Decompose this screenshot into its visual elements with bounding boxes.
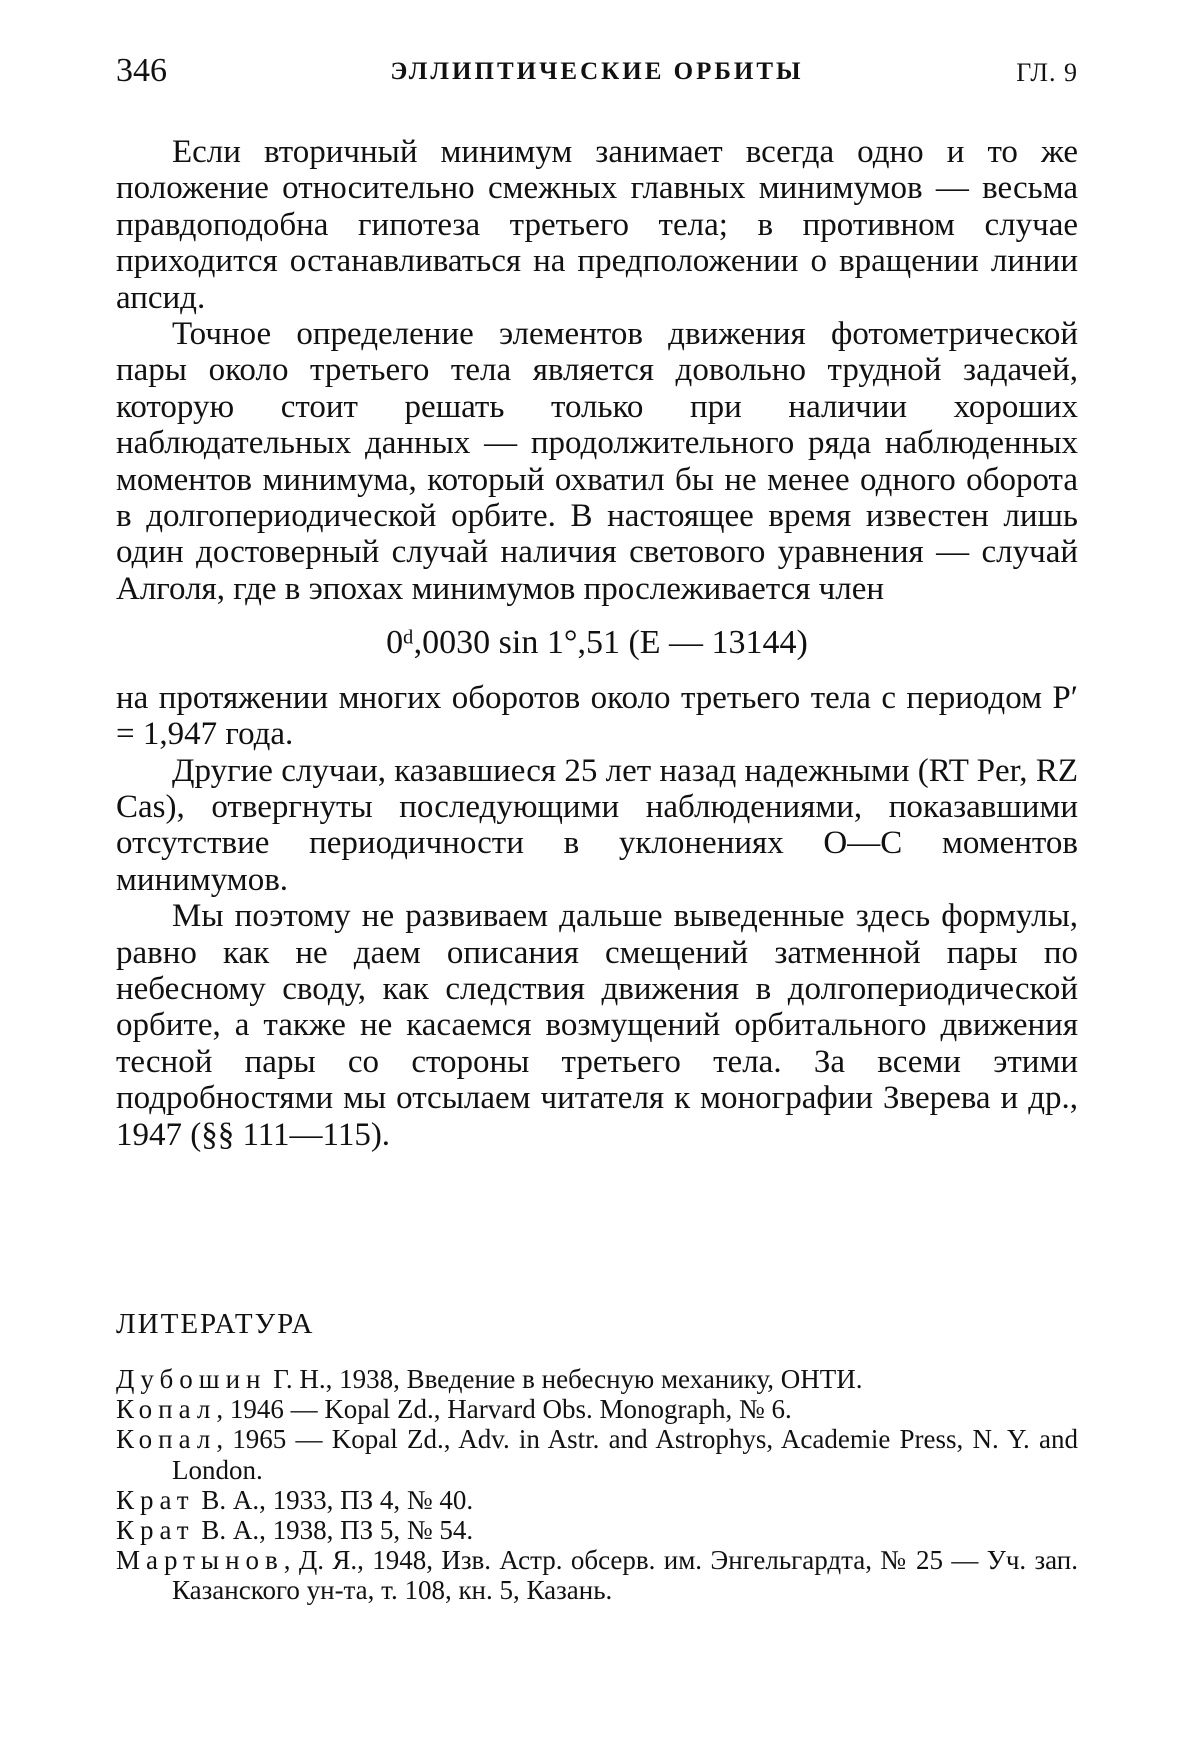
chapter-label: ГЛ. 9 bbox=[1016, 58, 1078, 87]
reference-item bbox=[116, 1545, 1078, 1605]
reference-item bbox=[116, 1515, 1078, 1545]
reference-details: Г. Н., 1938, Введение в небесную механику, ОНТИ. bbox=[266, 1364, 863, 1394]
reference-details: , Д. Я., 1948, Изв. Астр. обсерв. им. Энгельгардта, № 25 — Уч. зап. Казанского ун-та, т. 108, кн. 5, Казань. bbox=[172, 1545, 1078, 1606]
reference-author: Крат bbox=[116, 1484, 195, 1515]
paragraph: Если вторичный минимум занимает всегда одно и то же положение относительно смежных главных минимумов — весьма правдоподобна гипотеза третьего тела; в противном случае приходится останавливаться на предположении о вращении линии апсид. bbox=[116, 134, 1078, 316]
reference-details: , 1946 — Kopal Zd., Harvard Obs. Monograph, № 6. bbox=[216, 1394, 792, 1425]
literature-heading: ЛИТЕРАТУРА bbox=[116, 1308, 315, 1340]
reference-item bbox=[116, 1364, 1078, 1394]
page-number: 346 bbox=[116, 52, 167, 89]
formula: 0ᵈ,0030 sin 1°,51 (E — 13144) bbox=[386, 624, 808, 662]
paragraph: Другие случаи, казавшиеся 25 лет назад надежными (RT Per, RZ Cas), отвергнуты последующими наблюдениями, показавшими отсутствие периодичности в уклонениях O—C моментов минимумов. bbox=[116, 752, 1078, 898]
reference-author: Крат bbox=[116, 1515, 195, 1546]
running-head bbox=[116, 52, 1078, 96]
reference-list bbox=[116, 1364, 1078, 1606]
reference-author: Копал bbox=[116, 1394, 217, 1425]
reference-details: , 1965 — Kopal Zd., Adv. in Astr. and Astrophys, Academie Press, N. Y. and London. bbox=[172, 1424, 1078, 1485]
paragraph: на протяжении многих оборотов около третьего тела с периодом P′ = 1,947 года. bbox=[116, 679, 1078, 753]
reference-author: Копал bbox=[116, 1424, 217, 1455]
reference-item bbox=[116, 1485, 1078, 1515]
paragraph: Мы поэтому не развиваем дальше выведенные здесь формулы, равно как не даем описания смещений затменной пары по небесному своду, как следствия движения в долгопериодической орбите, а также не касаемся возмущений орбитального движения тесной пары со стороны третьего тела. За всеми этими подробностями мы отсылаем читателя к монографии Зверева и др., 1947 (§§ 111—115). bbox=[116, 898, 1078, 1153]
reference-details: В. А., 1933, ПЗ 4, № 40. bbox=[194, 1484, 474, 1515]
reference-author: Мартынов bbox=[116, 1545, 284, 1576]
reference-author: Дубошин bbox=[116, 1364, 267, 1394]
reference-item bbox=[116, 1394, 1078, 1424]
body-text bbox=[116, 134, 1078, 1153]
reference-details: В. А., 1938, ПЗ 5, № 54. bbox=[194, 1515, 474, 1546]
reference-item bbox=[116, 1424, 1078, 1484]
paragraph: Точное определение элементов движения фотометрической пары около третьего тела является довольно трудной задачей, которую стоит решать только при наличии хороших наблюдательных данных — продолжительного ряда наблюденных моментов минимума, который охватил бы не менее одного оборота в долгопериодической орбите. В настоящее время известен лишь один достоверный случай наличия светового уравнения — случай Алголя, где в эпохах минимумов прослеживается член bbox=[116, 316, 1078, 607]
running-title: ЭЛЛИПТИЧЕСКИЕ ОРБИТЫ bbox=[390, 58, 804, 85]
